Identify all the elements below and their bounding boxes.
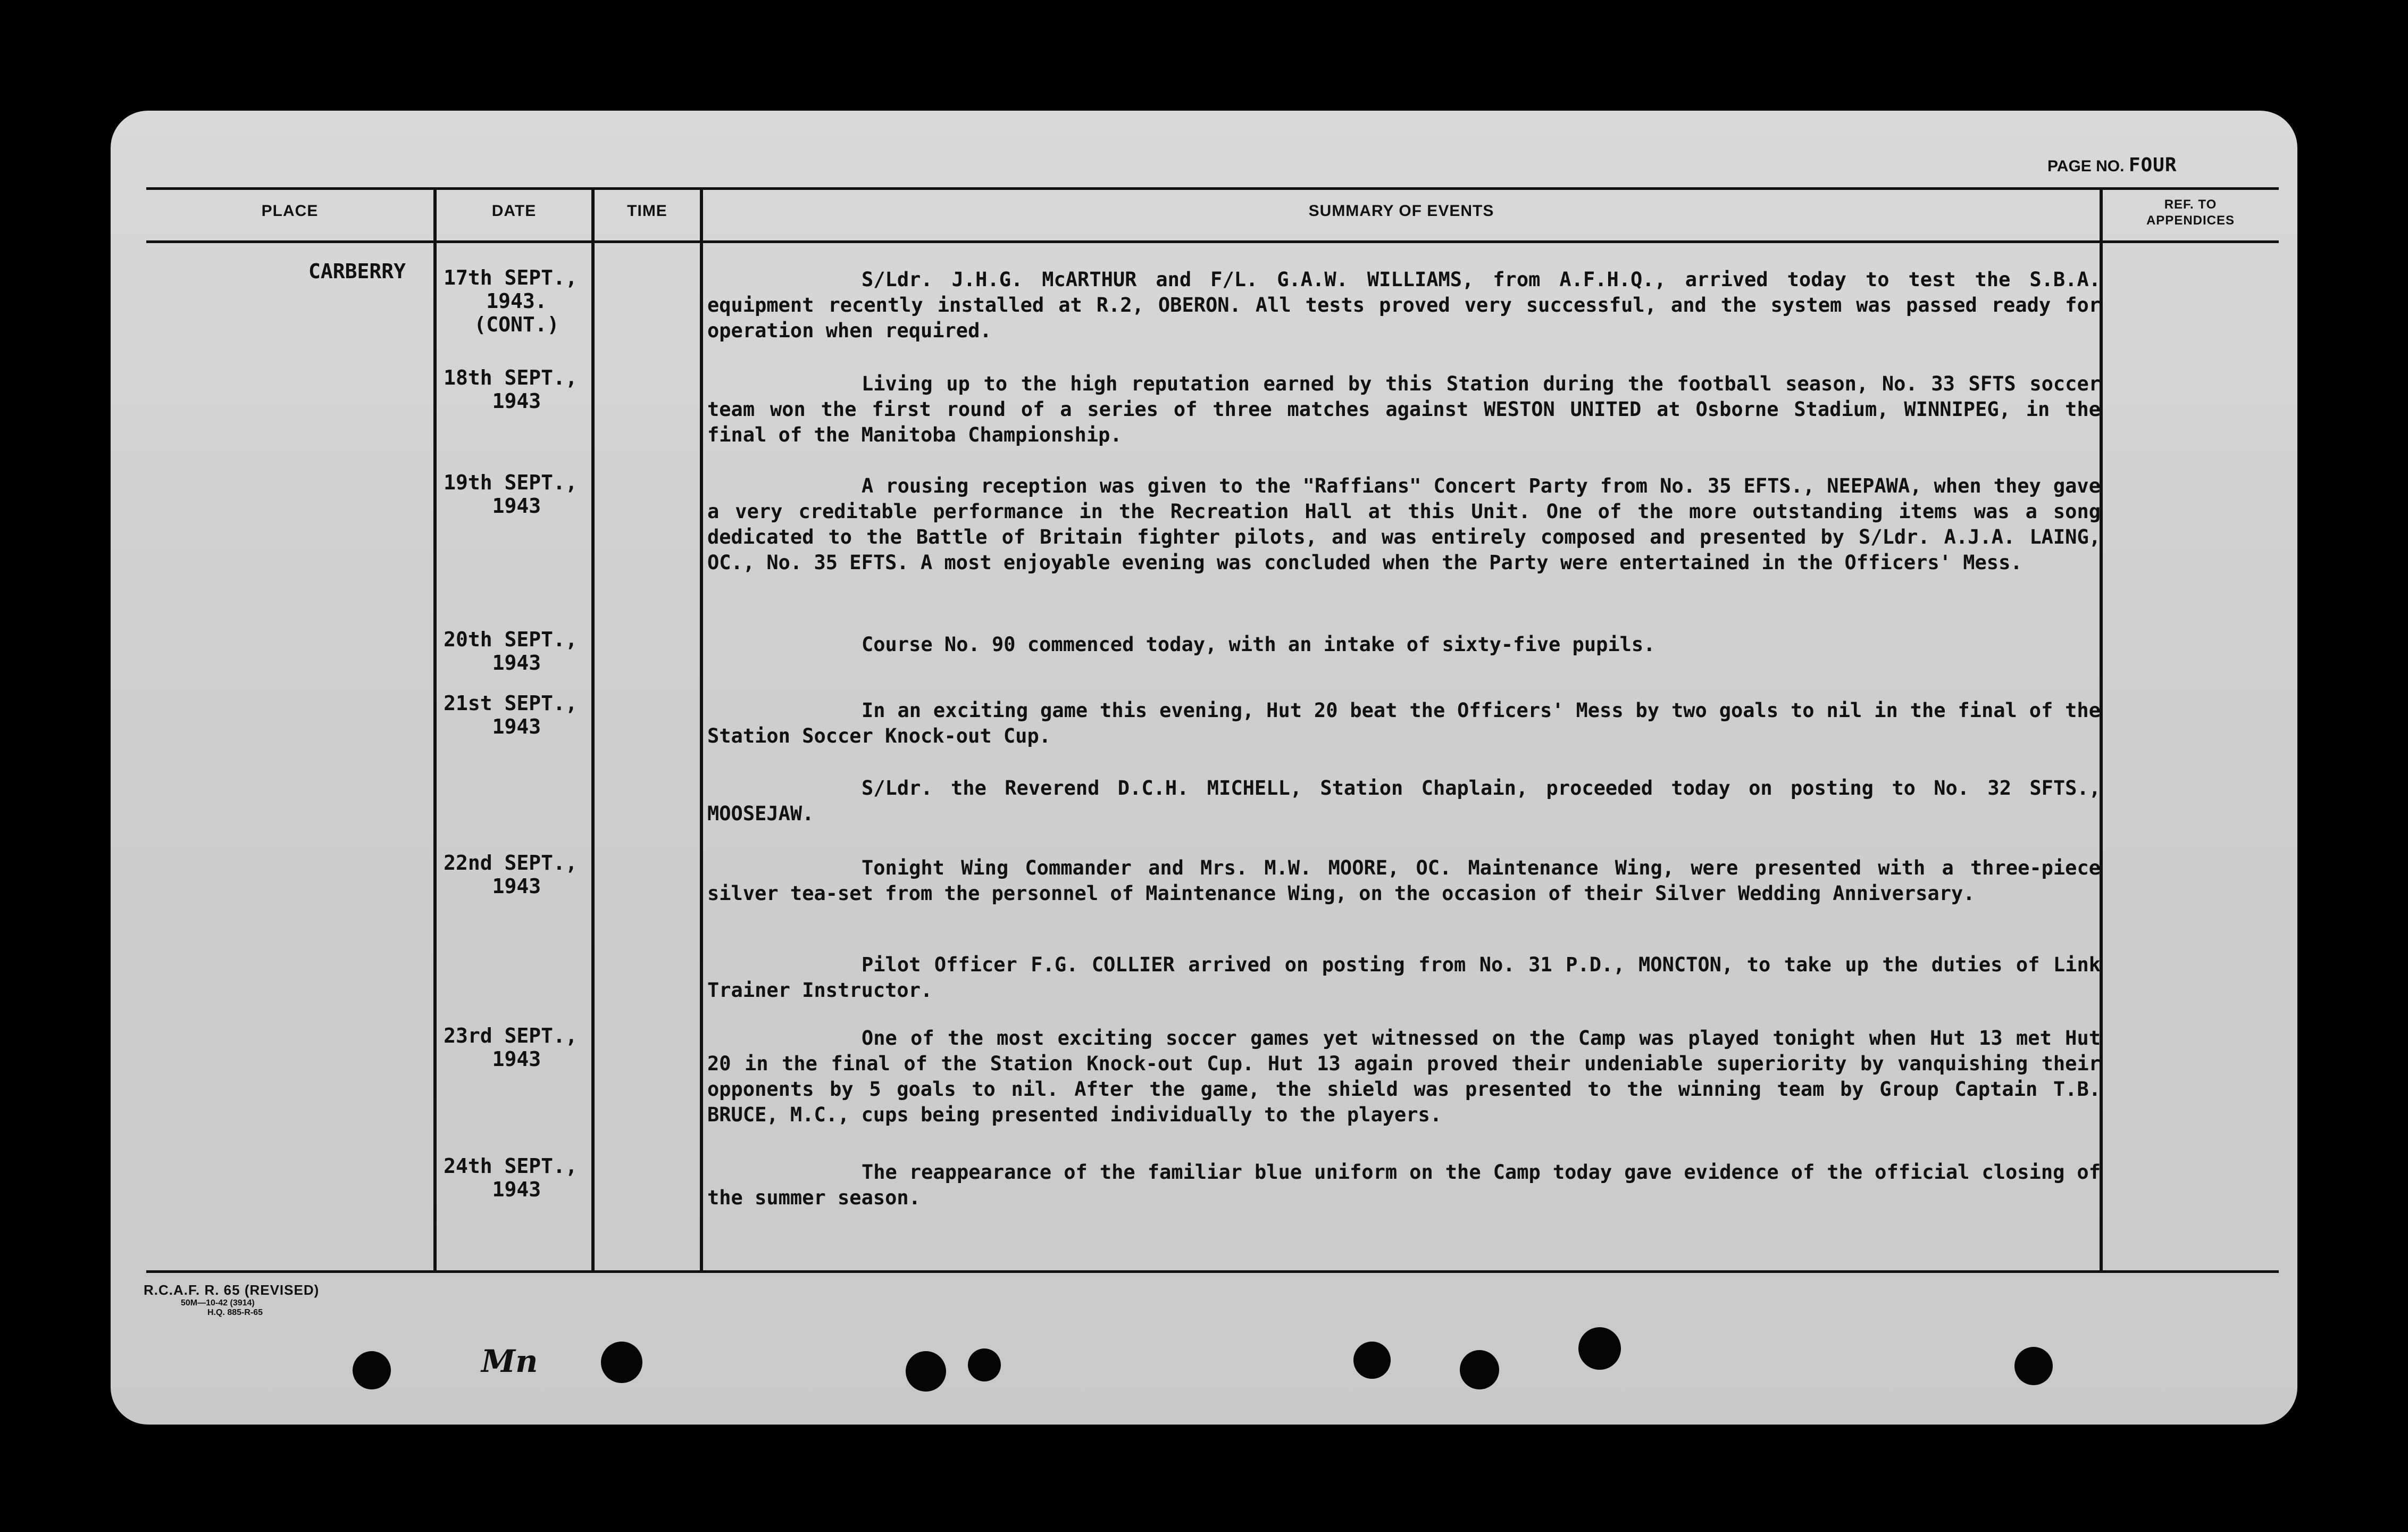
- event-paragraph: In an exciting game this evening, Hut 20 beat the Officers' Mess by two goals to nil in the final of the Station Soccer Knock-out Cup.: [707, 699, 2101, 747]
- punch-hole: [968, 1348, 1001, 1381]
- header-ref: [2103, 197, 2278, 229]
- date-entry: 17th SEPT., 1943. (CONT.): [444, 266, 578, 336]
- header-bottom-rule: [146, 240, 2279, 243]
- punch-hole: [601, 1342, 642, 1383]
- page-number-label: PAGE NO.: [2047, 157, 2125, 175]
- form-print-run: 50M—10-42 (3914): [181, 1298, 255, 1308]
- place-carberry: CARBERRY: [308, 260, 406, 283]
- header-ref-line1: REF. TO: [2164, 197, 2217, 212]
- date-entry: 23rd SEPT., 1943: [444, 1024, 578, 1071]
- event-paragraph: Tonight Wing Commander and Mrs. M.W. MOORE, OC. Maintenance Wing, were presented with a three-piece silver tea-set from the personnel of Maintenance Wing, on the occasion of their Silver Wedding Anniversary.: [707, 856, 2101, 905]
- handwritten-mark: Mn: [481, 1343, 538, 1379]
- event-paragraph: A rousing reception was given to the "Raffians" Concert Party from No. 35 EFTS., NEEPAWA, when they gave a very creditable performance in the Recreation Hall at this Unit. One of the more outstanding items was a song dedicated to the Battle of Britain fighter pilots, and was entirely composed and presented by S/Ldr. A.J.A. LAING, OC., No. 35 EFTS. A most enjoyable evening was concluded when the Party were entertained in the Officers' Mess.: [707, 474, 2101, 574]
- event-paragraph: S/Ldr. the Reverend D.C.H. MICHELL, Station Chaplain, proceeded today on posting to No. 32 SFTS., MOOSEJAW.: [707, 777, 2101, 825]
- punch-hole: [1353, 1342, 1391, 1379]
- date-entry: 24th SEPT., 1943: [444, 1154, 578, 1201]
- date-entry: 20th SEPT., 1943: [444, 628, 578, 675]
- column-rule-date: [591, 187, 595, 1272]
- event-paragraph: One of the most exciting soccer games yet witnessed on the Camp was played tonight when Hut 13 met Hut 20 in the final of the Station Knock-out Cup. Hut 13 again proved their undeniable superiority by vanquishing their opponents by 5 goals to nil. After the game, the shield was presented to the winning team by Group Captain T.B. BRUCE, M.C., cups being presented individually to the players.: [707, 1027, 2101, 1126]
- punch-hole: [1578, 1327, 1621, 1370]
- date-entry: 22nd SEPT., 1943: [444, 851, 578, 898]
- header-date: DATE: [491, 202, 537, 220]
- punch-hole: [906, 1351, 946, 1392]
- event-paragraph: Living up to the high reputation earned by this Station during the football season, No. 33 SFTS soccer team won the first round of a series of three matches against WESTON UNITED at Osborne Stadium, WINNIPEG, in the final of the Manitoba Championship.: [707, 372, 2101, 446]
- table-bottom-rule: [146, 1270, 2279, 1273]
- header-place: PLACE: [261, 202, 319, 220]
- header-time: TIME: [627, 202, 667, 220]
- form-identifier: [144, 1282, 319, 1318]
- punch-hole: [353, 1351, 391, 1389]
- header-top-rule: [146, 187, 2279, 190]
- event-paragraph: Pilot Officer F.G. COLLIER arrived on posting from No. 31 P.D., MONCTON, to take up the duties of Link Trainer Instructor.: [707, 953, 2101, 1002]
- page-number: [2047, 154, 2271, 176]
- form-number: R.C.A.F. R. 65 (REVISED): [144, 1282, 320, 1298]
- date-entry: 18th SEPT., 1943: [444, 366, 578, 413]
- punch-hole: [1460, 1350, 1499, 1389]
- event-paragraph: The reappearance of the familiar blue uniform on the Camp today gave evidence of the official closing of the summer season.: [707, 1161, 2101, 1209]
- form-hq-ref: H.Q. 885-R-65: [207, 1308, 263, 1317]
- header-summary: SUMMARY OF EVENTS: [1308, 202, 1494, 220]
- event-paragraph: S/Ldr. J.H.G. McARTHUR and F/L. G.A.W. WILLIAMS, from A.F.H.Q., arrived today to test the S.B.A. equipment recently installed at R.2, OBERON. All tests proved very successful, and the system was passed ready for operation when required.: [707, 268, 2101, 342]
- punch-hole: [2014, 1347, 2053, 1385]
- date-entry: 19th SEPT., 1943: [444, 471, 578, 518]
- column-rule-time: [700, 187, 703, 1272]
- page-number-value: FOUR: [2128, 154, 2177, 176]
- event-paragraph: Course No. 90 commenced today, with an intake of sixty-five pupils.: [862, 633, 1656, 656]
- date-entry: 21st SEPT., 1943: [444, 692, 578, 738]
- header-ref-line2: APPENDICES: [2146, 213, 2235, 228]
